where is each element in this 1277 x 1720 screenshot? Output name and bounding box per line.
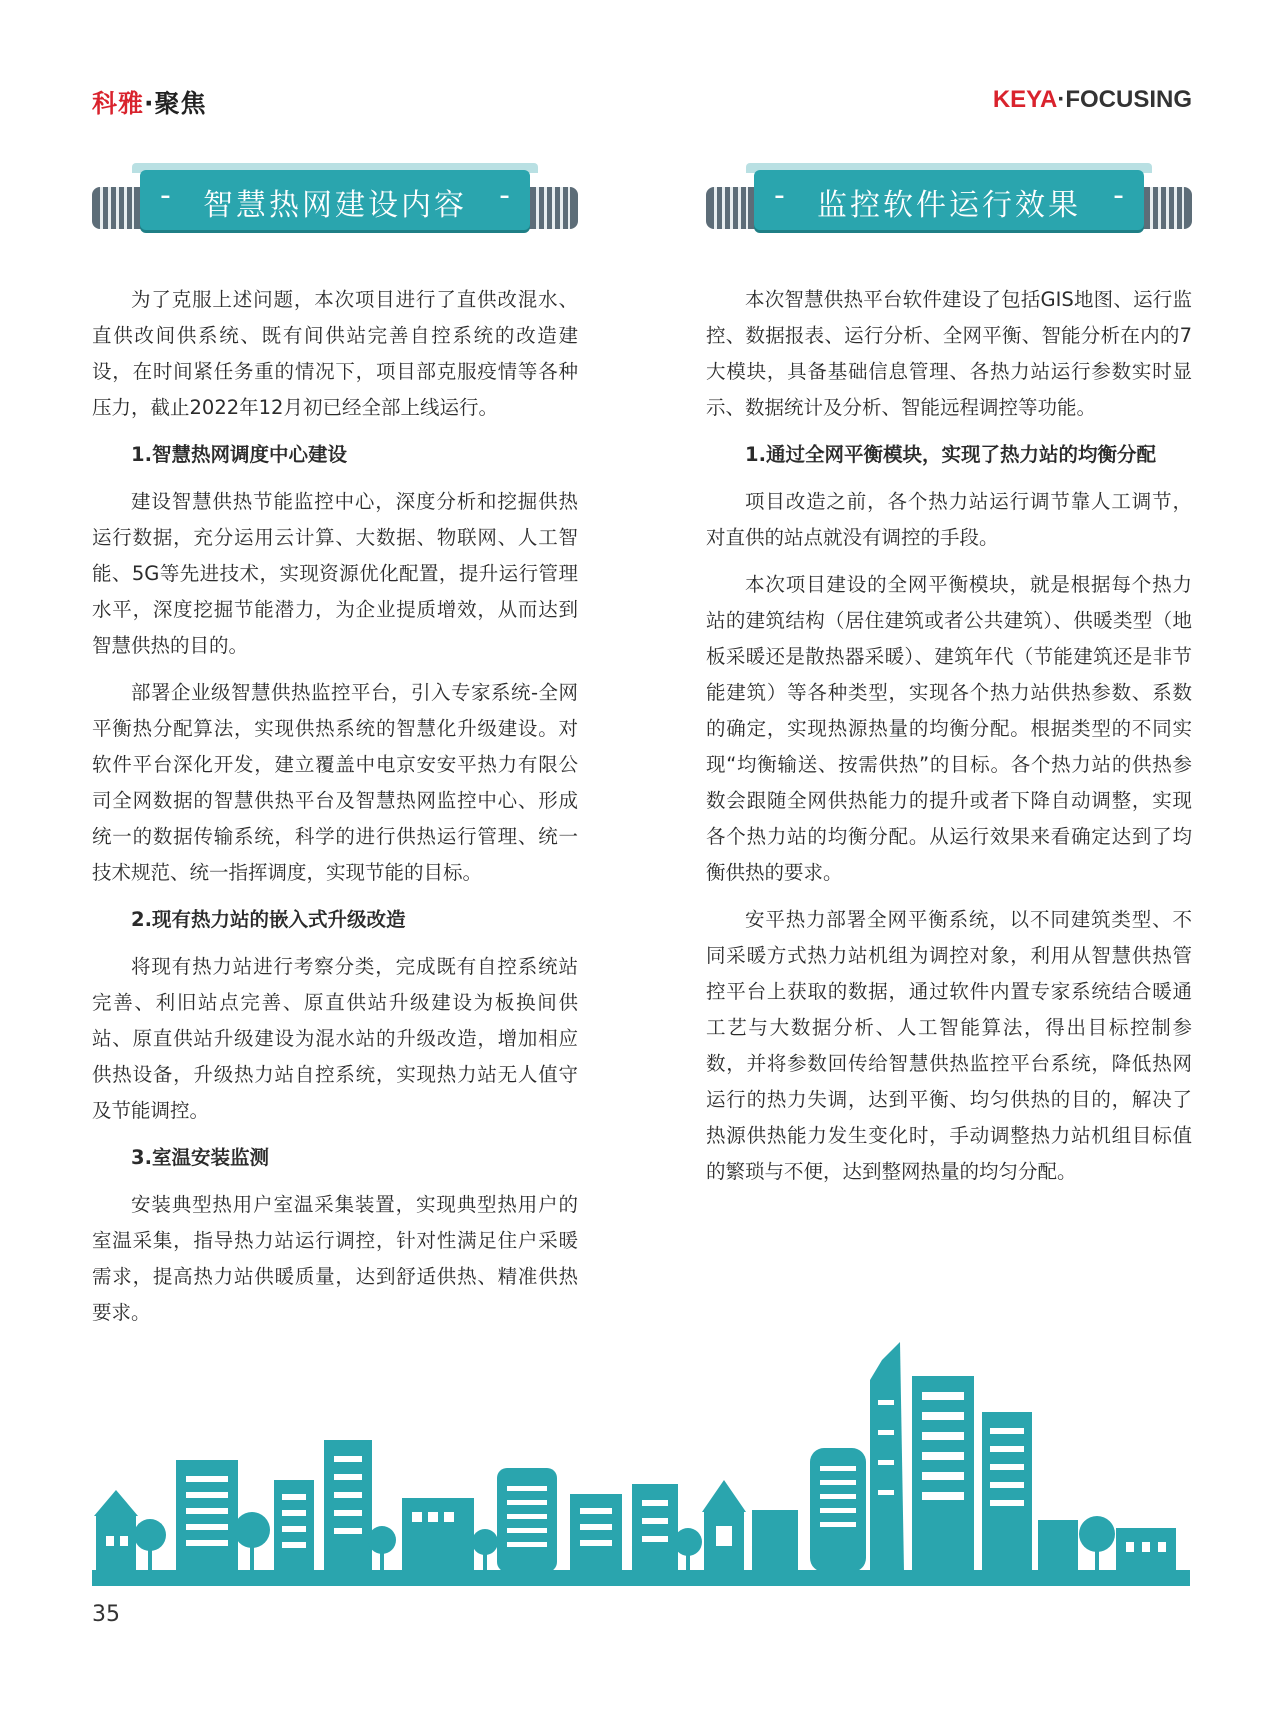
- subheading: 1.智慧热网调度中心建设: [131, 443, 347, 466]
- brand-name-rest: ·聚焦: [144, 89, 207, 118]
- city-skyline-illustration: [92, 1280, 1190, 1586]
- brand-logo-cn: [92, 84, 207, 120]
- brand-logo-en: [993, 86, 1192, 114]
- paragraph: 为了克服上述问题，本次项目进行了直供改混水、直供改间供系统、既有间供站完善自控系统的改造建设，在时间紧任务重的情况下，项目部克服疫情等各种压力，截止2022年12月初已经全部上线运行。: [92, 288, 578, 419]
- right-column: [706, 282, 1192, 1201]
- page-number: 35: [92, 1602, 120, 1627]
- left-column: [92, 282, 578, 1342]
- section-heading: 监控软件运行效果: [817, 188, 1081, 223]
- subheading: 2.现有热力站的嵌入式升级改造: [131, 908, 406, 931]
- brand-name-en-rest: ·FOCUSING: [1057, 86, 1192, 113]
- paragraph: 安装典型热用户室温采集装置，实现典型热用户的室温采集，指导热力站运行调控，针对性满足住户采暖需求，提高热力站供暖质量，达到舒适供热、精准供热要求。: [92, 1193, 578, 1324]
- section-title-left: [92, 170, 578, 240]
- paragraph: 部署企业级智慧供热监控平台，引入专家系统-全网平衡热分配算法，实现供热系统的智慧化升级建设。对软件平台深化开发，建立覆盖中电京安安平热力有限公司全网数据的智慧供热平台及智慧热网监控中心、形成统一的数据传输系统，科学的进行供热运行管理、统一技术规范、统一指挥调度，实现节能的目标。: [92, 681, 578, 884]
- section-title-right: [706, 170, 1192, 240]
- brand-name-en-red: KEYA: [992, 86, 1058, 113]
- paragraph: 将现有热力站进行考察分类，完成既有自控系统站完善、利旧站点完善、原直供站升级建设为板换间供站、原直供站升级建设为混水站的升级改造，增加相应供热设备，升级热力站自控系统，实现热力站无人值守及节能调控。: [92, 955, 578, 1122]
- subheading: 1.通过全网平衡模块，实现了热力站的均衡分配: [745, 443, 1156, 466]
- title-dash: -: [160, 178, 171, 213]
- paragraph: 本次项目建设的全网平衡模块，就是根据每个热力站的建筑结构（居住建筑或者公共建筑）、供暖类型（地板采暖还是散热器采暖）、建筑年代（节能建筑还是非节能建筑）等各种类型，实现各个热力站供热参数、系数的确定，实现热源热量的均衡分配。根据类型的不同实现“均衡输送、按需供热”的目标。各个热力站的供热参数会跟随全网供热能力的提升或者下降自动调整，实现各个热力站的均衡分配。从运行效果来看确定达到了均衡供热的要求。: [706, 573, 1192, 884]
- section-heading: 智慧热网建设内容: [203, 188, 467, 223]
- subheading: 3.室温安装监测: [131, 1146, 269, 1169]
- paragraph: 项目改造之前，各个热力站运行调节靠人工调节，对直供的站点就没有调控的手段。: [706, 490, 1192, 549]
- title-dash: -: [1113, 178, 1124, 213]
- paragraph: 本次智慧供热平台软件建设了包括GIS地图、运行监控、数据报表、运行分析、全网平衡、智能分析在内的7大模块，具备基础信息管理、各热力站运行参数实时显示、数据统计及分析、智能远程调控等功能。: [706, 288, 1192, 419]
- paragraph: 安平热力部署全网平衡系统，以不同建筑类型、不同采暖方式热力站机组为调控对象，利用从智慧供热管控平台上获取的数据，通过软件内置专家系统结合暖通工艺与大数据分析、人工智能算法，得出目标控制参数，并将参数回传给智慧供热监控平台系统，降低热网运行的热力失调，达到平衡、均匀供热的目的，解决了热源供热能力发生变化时，手动调整热力站机组目标值的繁琐与不便，达到整网热量的均匀分配。: [706, 908, 1192, 1183]
- title-dash: -: [774, 178, 785, 213]
- brand-name-red: 科雅: [92, 89, 145, 118]
- paragraph: 建设智慧供热节能监控中心，深度分析和挖掘供热运行数据，充分运用云计算、大数据、物联网、人工智能、5G等先进技术，实现资源优化配置，提升运行管理水平，深度挖掘节能潜力，为企业提质增效，从而达到智慧供热的目的。: [92, 490, 578, 657]
- title-dash: -: [499, 178, 510, 213]
